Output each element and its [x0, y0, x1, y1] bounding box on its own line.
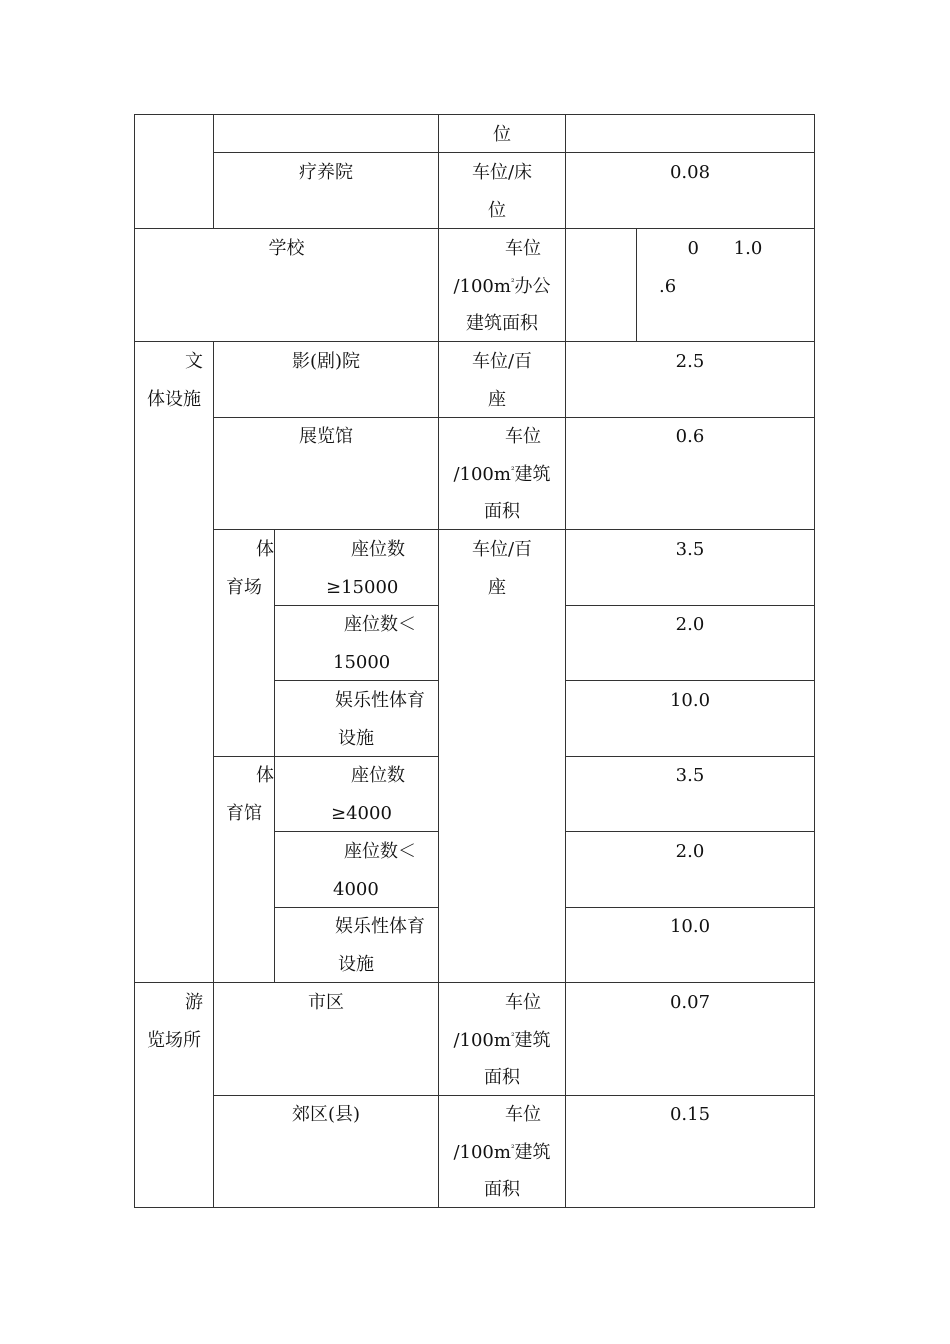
stadium-unit: 车位/百 座	[471, 539, 533, 598]
tourism-category: 游 览场所	[147, 992, 203, 1051]
sanatorium-item: 疗养院	[299, 162, 353, 183]
parking-standard-table	[134, 114, 815, 1208]
stadium-row-2-item: 座位数＜ 15000	[333, 614, 416, 673]
exhibition-unit: 车位 $/100m^{^2}$建筑 面积	[453, 426, 551, 522]
exhibition-item: 展览馆	[299, 426, 353, 447]
gym-row-1-item: 座位数 ≥4000	[331, 765, 405, 824]
cinema-value: 2.5	[675, 351, 705, 372]
cinema-item: 影(剧)院	[291, 351, 361, 372]
urban-value: 0.07	[669, 992, 711, 1013]
stadium-label: 体 育场	[226, 539, 274, 598]
school-value-b: 1.0	[733, 238, 763, 259]
school-value-a: 0 .6	[659, 238, 699, 297]
sanatorium-unit: 车位/床 位	[471, 162, 533, 221]
suburb-value: 0.15	[669, 1104, 711, 1125]
urban-unit: 车位 $/100m^{^2}$建筑 面积	[453, 992, 551, 1088]
gym-row-3-value: 10.0	[669, 916, 711, 937]
cinema-unit: 车位/百 座	[471, 351, 533, 410]
gym-row-3-item: 娱乐性体育 设施	[335, 916, 425, 975]
stadium-row-2-value: 2.0	[675, 614, 705, 635]
stadium-row-1-value: 3.5	[675, 539, 705, 560]
culture-sports-category: 文 体设施	[147, 351, 203, 410]
school-item: 学校	[268, 238, 305, 259]
stadium-row-3-value: 10.0	[669, 690, 711, 711]
gym-row-1-value: 3.5	[675, 765, 705, 786]
suburb-item: 郊区(县)	[291, 1104, 361, 1125]
suburb-unit: 车位 $/100m^{^2}$建筑 面积	[453, 1104, 551, 1200]
row1-unit: 位	[493, 124, 511, 145]
gym-label: 体 育馆	[226, 765, 274, 824]
gym-row-2-value: 2.0	[675, 841, 705, 862]
sanatorium-value: 0.08	[669, 162, 711, 183]
gym-row-2-item: 座位数＜ 4000	[333, 841, 416, 900]
stadium-row-1-item: 座位数 ≥15000	[326, 539, 405, 598]
exhibition-value: 0.6	[675, 426, 705, 447]
stadium-row-3-item: 娱乐性体育 设施	[335, 690, 425, 749]
school-unit: 车位 $/100m^{^2}$办公 建筑面积	[453, 238, 551, 334]
urban-item: 市区	[308, 992, 344, 1013]
